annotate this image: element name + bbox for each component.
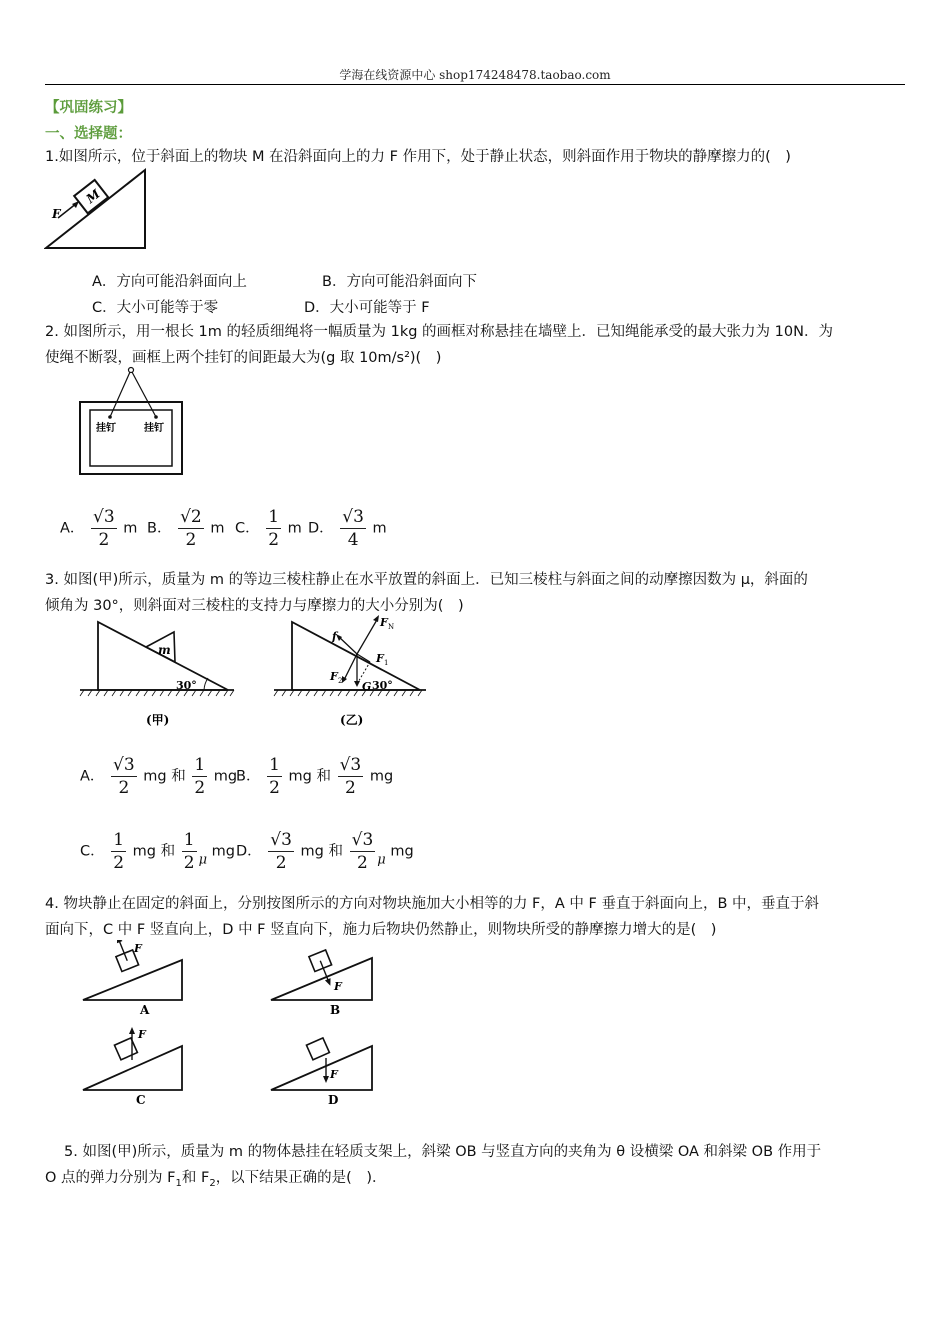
q4-label-d: D	[328, 1093, 339, 1106]
q3-option-a[interactable]: A． $\frac{√3}{2}$ mg 和 $\frac{1}{2}$ mg	[80, 755, 238, 798]
page-header: 学海在线资源中心 shop174248478.taobao.com	[339, 68, 611, 82]
header-divider	[45, 84, 905, 85]
q2-option-d[interactable]: D． $\frac{√3}{4}$ m	[308, 507, 387, 550]
q3-stem-line1: 3. 如图(甲)所示，质量为 m 的等边三棱柱静止在水平放置的斜面上．已知三棱柱与斜面之间的动摩擦因数为 μ，斜面的	[45, 572, 808, 588]
q2-stem-line2: 使绳不断裂，画框上两个挂钉的间距最大为(g 取 10m/s²)( )	[45, 350, 442, 366]
q1-option-d[interactable]: D．大小可能等于 F	[304, 300, 430, 316]
label-f: f	[332, 630, 337, 643]
block-label: M	[83, 186, 103, 206]
q4-stem-line1: 4. 物块静止在固定的斜面上，分别按图所示的方向对物块施加大小相等的力 F，A 中 F 垂直于斜面向上，B 中，垂直于斜	[45, 896, 820, 912]
section-title: 【巩固练习】	[45, 100, 132, 116]
q4-label-b: B	[330, 1003, 341, 1017]
arrow-f2	[344, 654, 357, 680]
svg-text:F: F	[334, 980, 342, 993]
q5-stem-line2: O 点的弹力分别为 $F_1$和 $F_2$，以下结果正确的是( )．	[45, 1170, 387, 1189]
q4-stem-line2: 面向下，C 中 F 竖直向上，D 中 F 竖直向下，施力后物块仍然静止，则物块所受的静摩擦力增大的是( )	[45, 922, 717, 938]
q3-option-c[interactable]: C． $\frac{1}{2}$ mg 和 $\frac{1}{2}$ μ mg	[80, 830, 235, 873]
q2-stem-line1: 2. 如图所示，用一根长 1m 的轻质细绳将一幅质量为 1kg 的画框对称悬挂在墙壁上．已知绳能承受的最大张力为 10N．为	[45, 324, 833, 340]
caption-jia: (甲)	[146, 713, 170, 727]
q1-option-b[interactable]: B．方向可能沿斜面向下	[322, 274, 477, 290]
svg-text:F: F	[330, 1068, 338, 1081]
nail-right-label: 挂钉	[144, 423, 164, 434]
q4-figure-c	[80, 1024, 190, 1106]
q2-figure	[78, 366, 186, 478]
q1-option-c[interactable]: C．大小可能等于零	[92, 300, 219, 316]
q3-stem-line2: 倾角为 30°，则斜面对三棱柱的支持力与摩擦力的大小分别为( )	[45, 598, 464, 614]
q4-label-a: A	[140, 1003, 150, 1017]
force-label: F	[52, 207, 61, 221]
svg-text:F: F	[330, 670, 338, 683]
svg-text:1: 1	[384, 659, 389, 667]
svg-text:F: F	[376, 652, 384, 665]
arrow-fn	[357, 618, 378, 654]
q2-option-b[interactable]: B． $\frac{√2}{2}$ m	[147, 507, 225, 550]
q3-option-b[interactable]: B． $\frac{1}{2}$ mg 和 $\frac{√3}{2}$ mg	[236, 755, 394, 798]
q3-figure-jia	[78, 616, 238, 732]
wall-nail	[129, 368, 134, 373]
q5-stem-line1: 5. 如图(甲)所示，质量为 m 的物体悬挂在轻质支架上，斜梁 OB 与竖直方向的夹角为 θ 设横梁 OA 和斜梁 OB 作用于	[64, 1144, 822, 1160]
caption-yi: (乙)	[340, 713, 364, 727]
q4-figure-b	[268, 940, 378, 1018]
angle-jia: 30°	[176, 679, 197, 692]
block-m	[74, 180, 108, 213]
q1-figure	[44, 166, 150, 252]
q4-figure-a	[80, 940, 190, 1018]
label-g: G	[362, 680, 372, 693]
svg-text:2: 2	[338, 677, 343, 685]
angle-yi: 30°	[372, 679, 393, 692]
q4-label-c: C	[136, 1093, 146, 1106]
svg-text:F: F	[134, 942, 142, 955]
q4-figure-d	[268, 1024, 378, 1106]
q2-option-a[interactable]: A． $\frac{√3}{2}$ m	[60, 507, 138, 550]
svg-text:F: F	[380, 616, 388, 629]
q2-option-c[interactable]: C． $\frac{1}{2}$ m	[235, 507, 302, 550]
q1-option-a[interactable]: A．方向可能沿斜面向上	[92, 274, 247, 290]
q3-option-d[interactable]: D． $\frac{√3}{2}$ mg 和 $\frac{√3}{2}$ μ mg	[236, 830, 414, 873]
q1-stem: 1.如图所示，位于斜面上的物块 M 在沿斜面向上的力 F 作用下，处于静止状态，则斜面作用于物块的静摩擦力的( )	[45, 149, 791, 165]
nail-left-label: 挂钉	[96, 423, 116, 434]
frame-outer	[80, 402, 182, 474]
subsection-title: 一、选择题：	[45, 126, 132, 142]
mass-label: m	[158, 643, 171, 657]
svg-text:N: N	[388, 623, 395, 631]
frame-inner	[90, 410, 172, 466]
svg-text:F: F	[138, 1028, 146, 1041]
q3-figure-yi	[272, 612, 432, 732]
